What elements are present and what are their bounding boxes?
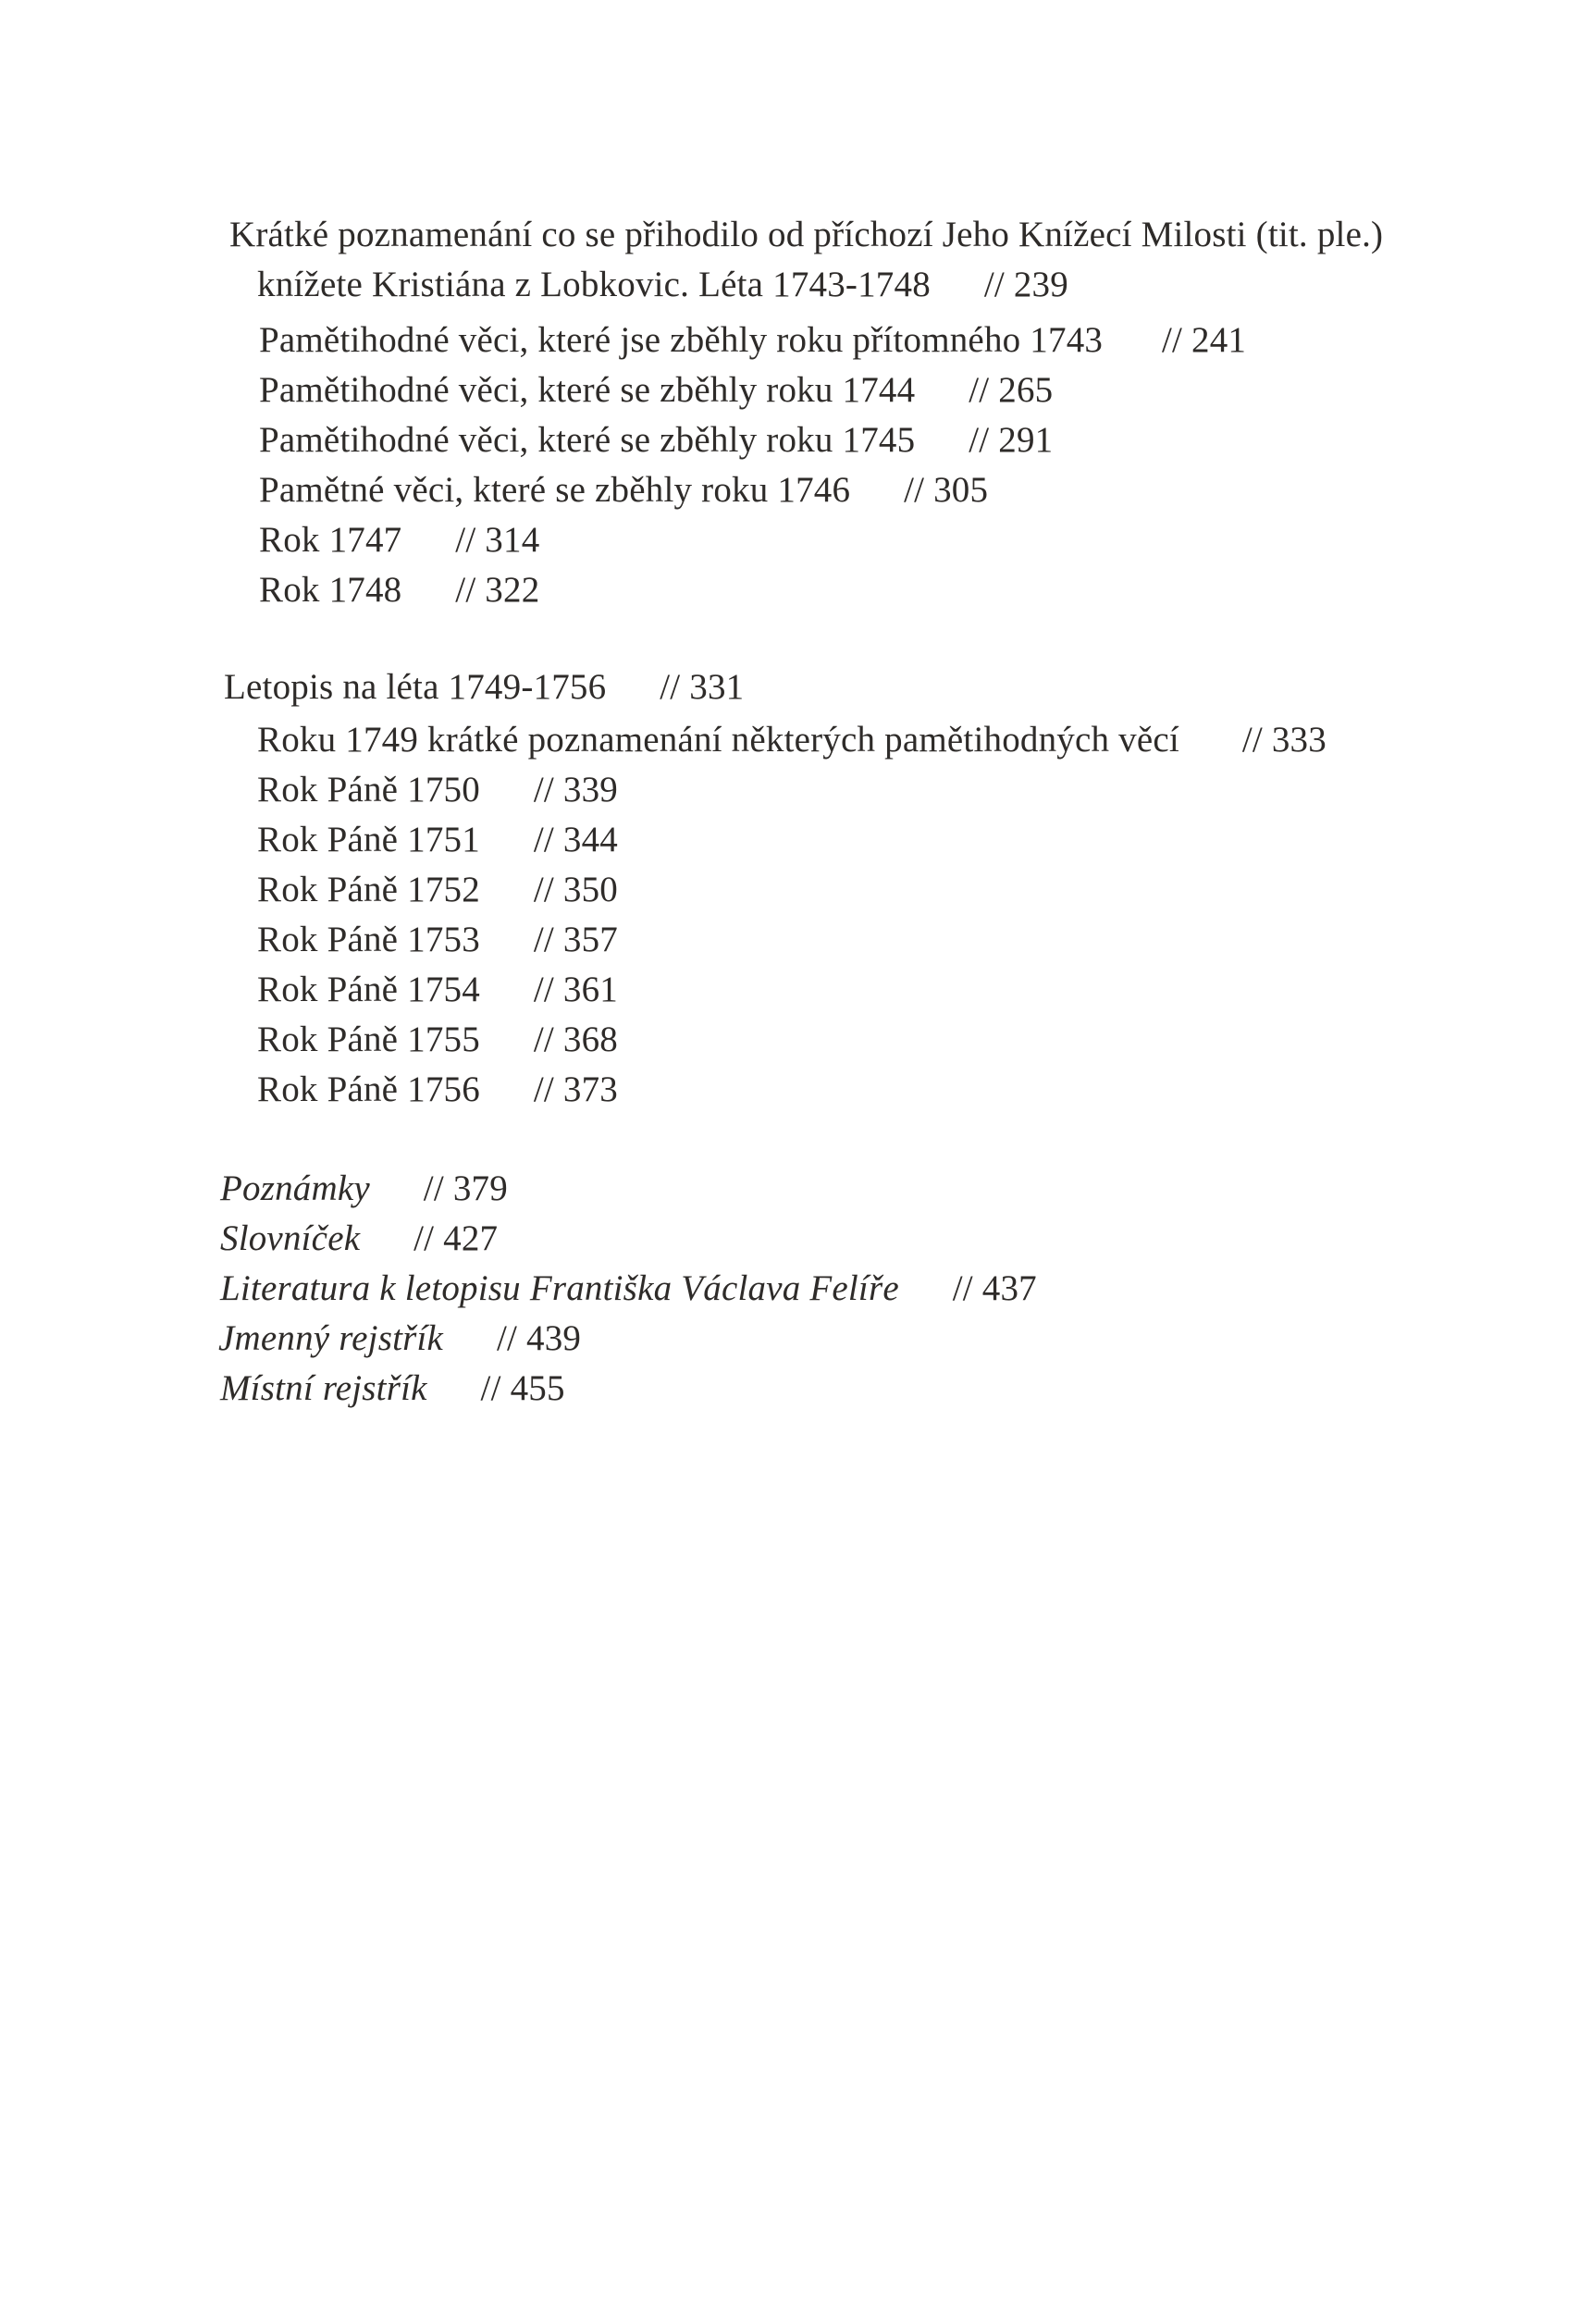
toc-entry-title: Pamětné věci, které se zběhly roku 1746 [259, 470, 851, 510]
toc-entry-title: Rok Páně 1751 [257, 820, 480, 859]
toc-entry-page: // 427 [413, 1218, 499, 1258]
toc-entry-title: Rok Páně 1753 [257, 920, 480, 959]
section1-heading-line2 [257, 260, 1068, 310]
toc-entry-page: // 439 [496, 1318, 582, 1358]
section1-heading-title-part1: Krátké poznamenání co se přihodilo od příchozí Jeho Knížecí Milosti (tit. ple.) [229, 215, 1384, 254]
toc-entry [257, 715, 1327, 765]
section1-heading-line1 [229, 210, 1383, 260]
toc-entry-title: Slovníček [220, 1218, 361, 1258]
toc-entry [257, 865, 618, 915]
toc-entry-page: // 333 [1241, 720, 1327, 760]
toc-entry [220, 1264, 1037, 1314]
toc-entry [257, 815, 618, 865]
toc-entry-page: // 368 [533, 1020, 618, 1059]
toc-entry-title: Jmenný rejstřík [218, 1318, 444, 1358]
toc-entry [257, 765, 618, 815]
toc-entry-title: Rok Páně 1754 [257, 970, 480, 1009]
toc-entry-page: // 339 [533, 770, 618, 810]
toc-entry [259, 515, 539, 565]
toc-entry-page: // 291 [969, 420, 1054, 460]
toc-entry-title: Pamětihodné věci, které se zběhly roku 1744 [259, 370, 916, 410]
toc-entry [257, 1065, 618, 1115]
toc-entry [259, 365, 1053, 415]
toc-entry-title: Místní rejstřík [220, 1368, 427, 1408]
toc-entry [257, 1015, 618, 1065]
toc-entry [257, 915, 618, 965]
toc-entry [259, 415, 1053, 465]
toc-entry [220, 1364, 565, 1414]
toc-entry-page: // 437 [952, 1268, 1037, 1308]
toc-entry-title: Rok Páně 1755 [257, 1020, 480, 1059]
toc-entry [259, 565, 539, 615]
toc-entry-page: // 379 [423, 1168, 508, 1208]
toc-entry-title: Roku 1749 krátké poznamenání některých pamětihodných věcí [257, 720, 1179, 760]
toc-entry-page: // 305 [904, 470, 989, 510]
toc-entry [218, 1314, 581, 1364]
toc-entry [220, 1214, 498, 1264]
toc-entry-title: Pamětihodné věci, které jse zběhly roku přítomného 1743 [259, 320, 1104, 360]
toc-entry [259, 315, 1246, 365]
toc-entry-page: // 265 [969, 370, 1054, 410]
section2-heading-page: // 331 [660, 667, 745, 707]
toc-entry-page: // 322 [455, 570, 540, 610]
toc-entry [259, 465, 988, 515]
toc-entry-page: // 314 [455, 520, 540, 560]
toc-entry-title: Rok 1747 [259, 520, 402, 560]
toc-entry-page: // 344 [533, 820, 618, 859]
toc-entry-title: Literatura k letopisu Františka Václava Felíře [220, 1268, 899, 1308]
toc-entry-page: // 241 [1162, 320, 1247, 360]
section1-heading-title-part2: knížete Kristiána z Lobkovic. Léta 1743-1748 [257, 265, 931, 304]
toc-entry [257, 965, 618, 1015]
toc-entry-page: // 373 [533, 1069, 618, 1109]
toc-entry-page: // 357 [533, 920, 618, 959]
toc-entry-title: Rok Páně 1752 [257, 870, 480, 909]
toc-entry-page: // 350 [533, 870, 618, 909]
toc-entry-page: // 455 [480, 1368, 565, 1408]
toc-entry-title: Pamětihodné věci, které se zběhly roku 1745 [259, 420, 916, 460]
toc-entry-title: Rok Páně 1756 [257, 1069, 480, 1109]
section2-heading-title: Letopis na léta 1749-1756 [224, 667, 607, 707]
toc-entry-title: Rok Páně 1750 [257, 770, 480, 810]
toc-entry-title: Rok 1748 [259, 570, 402, 610]
toc-entry [220, 1164, 508, 1214]
toc-entry-title: Poznámky [220, 1168, 370, 1208]
toc-entry-page: // 361 [533, 970, 618, 1009]
section2-heading [224, 662, 744, 712]
section1-heading-page: // 239 [983, 265, 1068, 304]
